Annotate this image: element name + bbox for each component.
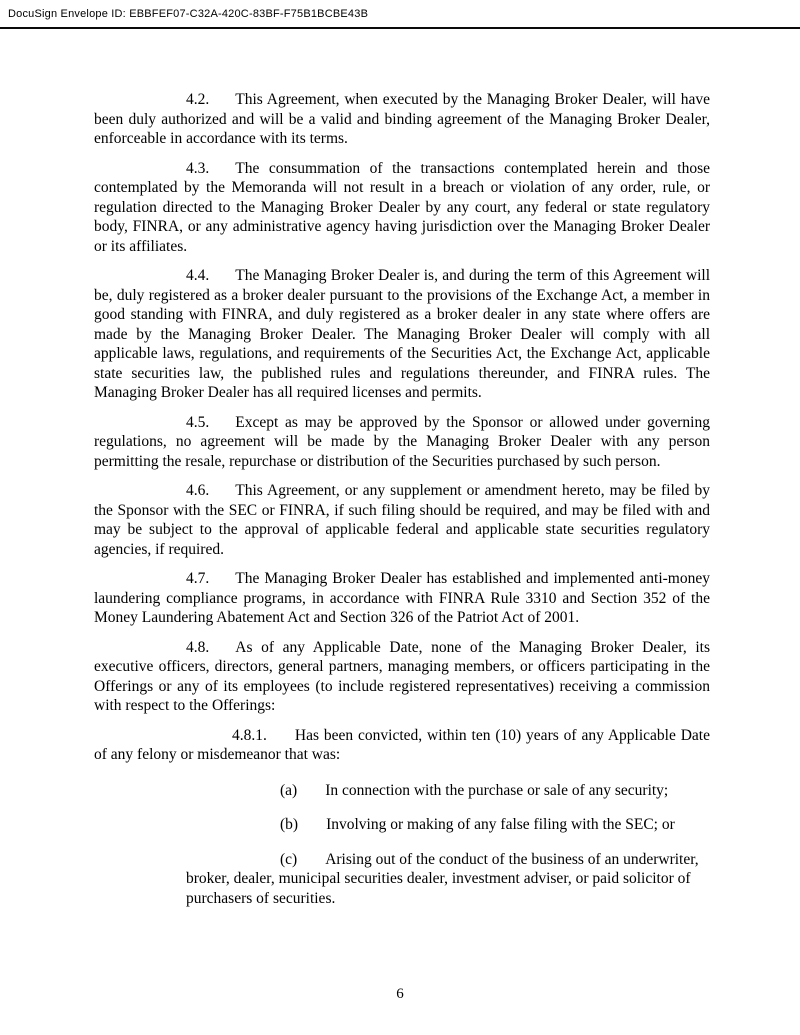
- list-item-marker: (a): [280, 781, 298, 799]
- docusign-header: [0, 0, 800, 29]
- page-number: 6: [396, 986, 404, 1002]
- section-number: 4.7.: [186, 570, 210, 587]
- envelope-id-text: DocuSign Envelope ID: EBBFEF07-C32A-420C-83BF-F75B1BCBE43B: [8, 8, 369, 20]
- list-item-text: Involving or making of any false filing with the SEC; or: [326, 816, 675, 833]
- section-text: The consummation of the transactions contemplated herein and those contemplated by the Memoranda will not result in a breach or violation of any order, rule, or regulation directed to the Managing Broker Dealer by any court, any federal or state regulatory body, FINRA, or any administrative agency having jurisdiction over the Managing Broker Dealer or its affiliates.: [94, 159, 710, 255]
- section-number: 4.6.: [186, 482, 210, 499]
- section-4-8-paragraph: [94, 638, 710, 716]
- list-item-b: [280, 815, 710, 835]
- section-text: The Managing Broker Dealer is, and during the term of this Agreement will be, duly registered as a broker dealer pursuant to the provisions of the Exchange Act, a member in good standing with FINRA, and duly registered as a broker dealer in any state where offers are made by the Managing Broker Dealer. The Managing Broker Dealer will comply with all applicable laws, regulations, and requirements of the Securities Act, the Exchange Act, applicable state securities law, the published rules and regulations thereunder, and FINRA rules. The Managing Broker Dealer has all required licenses and permits.: [94, 267, 710, 401]
- section-number: 4.4.: [186, 267, 210, 284]
- list-item-marker: (c): [280, 850, 298, 868]
- section-number: 4.8.: [186, 638, 210, 656]
- subsection-number: 4.8.1.: [232, 726, 267, 744]
- section-4-2-paragraph: [94, 90, 710, 149]
- section-4-4-paragraph: [94, 266, 710, 403]
- list-item-a: [280, 781, 710, 801]
- section-text: As of any Applicable Date, none of the Managing Broker Dealer, its executive officers, directors, general partners, managing members, or officers participating in the Offerings or any of its employees (to include registered representatives) receiving a commission with respect to the Offerings:: [94, 638, 710, 714]
- list-item-c: [186, 850, 710, 909]
- section-text: This Agreement, when executed by the Managing Broker Dealer, will have been duly authorized and will be a valid and binding agreement of the Managing Broker Dealer, enforceable in accordance with its terms.: [94, 91, 710, 147]
- section-4-5-paragraph: [94, 413, 710, 472]
- section-number: 4.3.: [186, 159, 210, 177]
- section-number: 4.2.: [186, 91, 210, 108]
- section-4-7-paragraph: [94, 569, 710, 628]
- list-item-marker: (b): [280, 816, 299, 833]
- list-item-text: In connection with the purchase or sale of any security;: [325, 781, 669, 799]
- subsection-text: Has been convicted, within ten (10) years of any Applicable Date of any felony or misdemeanor that was:: [94, 726, 710, 763]
- list-item-text: Arising out of the conduct of the business of an underwriter, broker, dealer, municipal securities dealer, investment adviser, or paid solicitor of purchasers of securities.: [186, 850, 699, 907]
- section-4-3-paragraph: [94, 159, 710, 257]
- section-4-6-paragraph: [94, 481, 710, 559]
- document-body: [94, 90, 710, 923]
- subsection-4-8-1-paragraph: [94, 726, 710, 765]
- section-number: 4.5.: [186, 413, 210, 431]
- header-divider: [0, 27, 800, 29]
- section-text: The Managing Broker Dealer has established and implemented anti-money laundering compliance programs, in accordance with FINRA Rule 3310 and Section 352 of the Money Laundering Abatement Act and Section 326 of the Patriot Act of 2001.: [94, 570, 710, 626]
- section-text: This Agreement, or any supplement or amendment hereto, may be filed by the Sponsor with the SEC or FINRA, if such filing should be required, and may be filed with and may be subject to the approval of applicable federal and applicable state securities regulatory agencies, if required.: [94, 482, 710, 558]
- section-text: Except as may be approved by the Sponsor or allowed under governing regulations, no agreement will be made by the Managing Broker Dealer with any person permitting the resale, repurchase or distribution of the Securities purchased by such person.: [94, 413, 710, 470]
